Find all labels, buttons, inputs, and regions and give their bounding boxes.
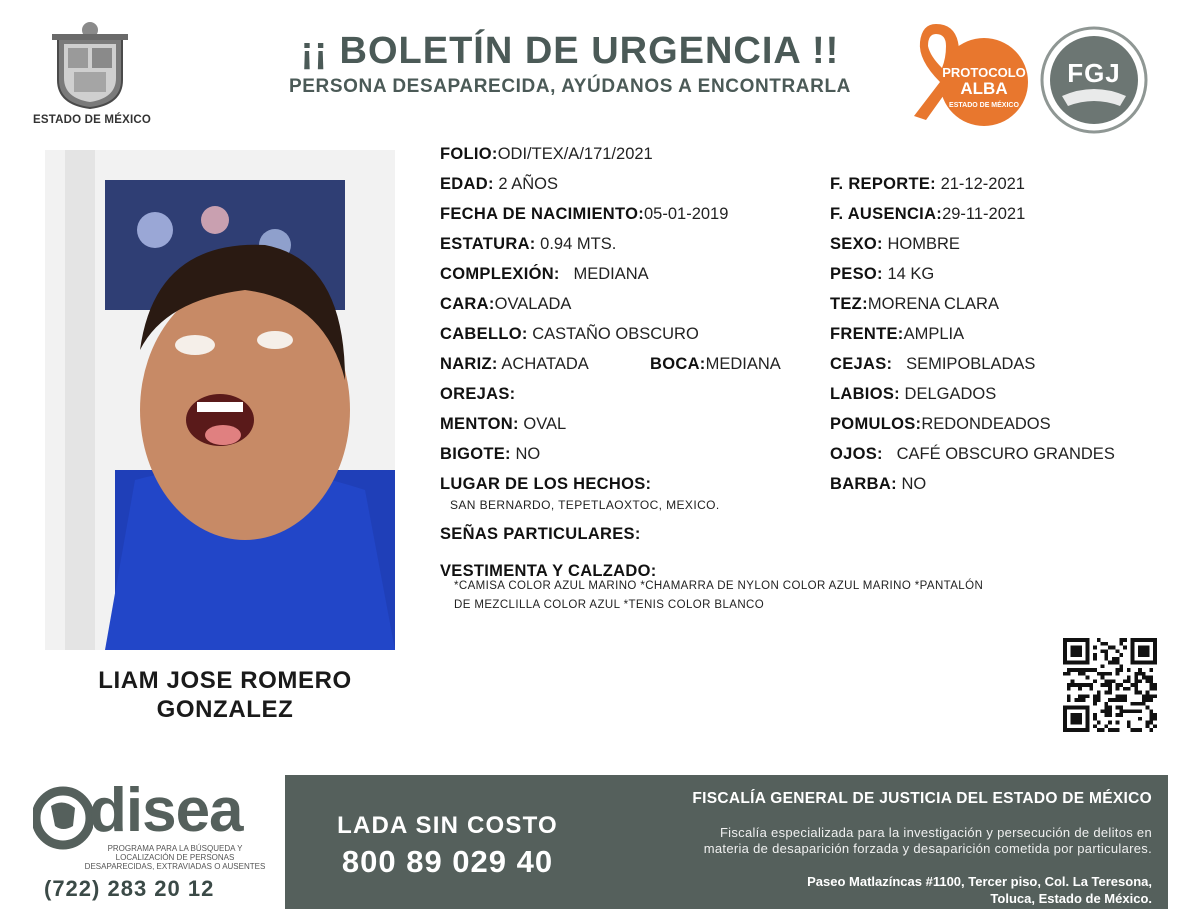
- field-barba: [830, 475, 926, 494]
- odisea-phone[interactable]: (722) 283 20 12: [44, 876, 215, 901]
- qr-code[interactable]: [1063, 638, 1157, 732]
- label-fecha-nacimiento: FECHA DE NACIMIENTO:: [440, 205, 644, 223]
- label-menton: MENTON:: [440, 415, 519, 433]
- label-folio: FOLIO:: [440, 145, 498, 163]
- fiscalia-description-line1: Fiscalía especializada para la investigación y persecución de delitos en: [719, 825, 1152, 840]
- value-fecha-nacimiento: 05-01-2019: [644, 205, 729, 223]
- field-orejas: [440, 385, 515, 404]
- fiscalia-description-line2: materia de desaparición forzada y desaparición cometida por particulares.: [703, 841, 1152, 856]
- alba-label-state: ESTADO DE MÉXICO: [949, 102, 1019, 109]
- field-labios: [830, 385, 996, 404]
- odisea-brand: disea: [89, 776, 243, 845]
- field-menton: [440, 415, 566, 434]
- label-senas: SEÑAS PARTICULARES:: [440, 525, 641, 543]
- field-sexo: [830, 235, 960, 254]
- label-sexo: SEXO:: [830, 235, 883, 253]
- label-ojos: OJOS:: [830, 445, 883, 463]
- field-edad: [440, 175, 558, 194]
- value-edad: 2 AÑOS: [498, 175, 558, 193]
- field-peso: [830, 265, 934, 284]
- label-vestimenta: VESTIMENTA Y CALZADO:: [440, 562, 657, 580]
- value-cabello: CASTAÑO OBSCURO: [532, 325, 699, 343]
- value-estatura: 0.94 MTS.: [540, 235, 617, 253]
- field-ojos: [830, 445, 1115, 464]
- label-peso: PESO:: [830, 265, 883, 283]
- field-complexion: [440, 265, 649, 284]
- fiscalia-address-line2: Toluca, Estado de México.: [990, 891, 1152, 906]
- label-pomulos: POMULOS:: [830, 415, 922, 433]
- odisea-map-pin-icon: [33, 786, 93, 850]
- estado-de-mexico-coat-of-arms-icon: [50, 20, 130, 110]
- field-estatura: [440, 235, 616, 254]
- field-lugar-label: [440, 475, 651, 494]
- value-vestimenta-line2: DE MEZCLILLA COLOR AZUL *TENIS COLOR BLANCO: [454, 599, 765, 611]
- fiscalia-address-line1: Paseo Matlazíncas #1100, Tercer piso, Col. La Teresona,: [807, 874, 1152, 889]
- value-labios: DELGADOS: [904, 385, 997, 403]
- field-pomulos: [830, 415, 1051, 434]
- fiscalia-address: [600, 873, 1152, 907]
- value-peso: 14 KG: [887, 265, 935, 283]
- value-cejas: SEMIPOBLADAS: [906, 355, 1036, 373]
- fgj-seal: [1040, 26, 1148, 134]
- value-vestimenta-line1: *CAMISA COLOR AZUL MARINO *CHAMARRA DE NYLON COLOR AZUL MARINO *PANTALÓN: [454, 580, 984, 592]
- fgj-label: FGJ: [1067, 58, 1121, 88]
- field-cejas: [830, 355, 1035, 374]
- field-tez: [830, 295, 999, 314]
- alba-label-alba: ALBA: [960, 79, 1008, 98]
- value-lugar: SAN BERNARDO, TEPETLAOXTOC, MEXICO.: [450, 498, 720, 512]
- bulletin-subtitle: PERSONA DESAPARECIDA, AYÚDANOS A ENCONTRARLA: [289, 76, 851, 97]
- value-sexo: HOMBRE: [887, 235, 960, 253]
- label-cara: CARA:: [440, 295, 495, 313]
- label-tez: TEZ:: [830, 295, 868, 313]
- toll-free-number[interactable]: 800 89 029 40: [341, 844, 554, 879]
- value-frente: AMPLIA: [903, 325, 965, 343]
- field-nariz: [440, 355, 589, 374]
- toll-free-label: LADA SIN COSTO: [337, 812, 558, 839]
- alba-label-protocolo: PROTOCOLO: [942, 65, 1026, 80]
- value-complexion: MEDIANA: [573, 265, 649, 283]
- field-fecha-nacimiento: [440, 205, 728, 224]
- bulletin-title: ¡¡ BOLETÍN DE URGENCIA !!: [300, 30, 840, 72]
- person-name-line2: GONZALEZ: [156, 696, 294, 723]
- value-ojos: CAFÉ OBSCURO GRANDES: [896, 445, 1115, 463]
- label-complexion: COMPLEXIÓN:: [440, 265, 560, 283]
- value-menton: OVAL: [523, 415, 567, 433]
- value-folio: ODI/TEX/A/171/2021: [497, 145, 653, 163]
- value-nariz: ACHATADA: [501, 355, 589, 373]
- label-estatura: ESTATURA:: [440, 235, 536, 253]
- value-pomulos: REDONDEADOS: [921, 415, 1051, 433]
- field-folio: [440, 145, 653, 164]
- label-lugar: LUGAR DE LOS HECHOS:: [440, 475, 652, 493]
- field-cara: [440, 295, 571, 314]
- label-f-reporte: F. REPORTE:: [830, 175, 936, 193]
- field-frente: [830, 325, 964, 344]
- label-labios: LABIOS:: [830, 385, 900, 403]
- fiscalia-description: [600, 825, 1152, 857]
- fiscalia-title: FISCALÍA GENERAL DE JUSTICIA DEL ESTADO DE MÉXICO: [692, 790, 1152, 807]
- label-f-ausencia: F. AUSENCIA:: [830, 205, 943, 223]
- field-cabello: [440, 325, 699, 344]
- field-f-reporte: [830, 175, 1025, 194]
- field-f-ausencia: [830, 205, 1025, 224]
- label-edad: EDAD:: [440, 175, 494, 193]
- missing-person-photo: [45, 150, 395, 650]
- label-orejas: OREJAS:: [440, 385, 516, 403]
- protocolo-alba-logo: [900, 20, 1032, 132]
- value-f-reporte: 21-12-2021: [940, 175, 1025, 193]
- value-cara: OVALADA: [494, 295, 572, 313]
- label-bigote: BIGOTE:: [440, 445, 511, 463]
- state-label: ESTADO DE MÉXICO: [33, 114, 151, 126]
- value-boca: MEDIANA: [705, 355, 781, 373]
- field-bigote: [440, 445, 540, 464]
- value-bigote: NO: [515, 445, 541, 463]
- label-cejas: CEJAS:: [830, 355, 893, 373]
- field-vestimenta-label: [440, 562, 657, 581]
- field-boca: [650, 355, 781, 374]
- label-cabello: CABELLO:: [440, 325, 528, 343]
- value-barba: NO: [901, 475, 927, 493]
- odisea-description: PROGRAMA PARA LA BÚSQUEDA Y LOCALIZACIÓN DE PERSONAS DESAPARECIDAS, EXTRAVIADAS O AUSENTES: [84, 844, 266, 871]
- label-frente: FRENTE:: [830, 325, 904, 343]
- value-tez: MORENA CLARA: [867, 295, 999, 313]
- label-nariz: NARIZ:: [440, 355, 498, 373]
- value-f-ausencia: 29-11-2021: [942, 205, 1026, 223]
- label-barba: BARBA:: [830, 475, 897, 493]
- person-name-line1: LIAM JOSE ROMERO: [98, 667, 352, 694]
- label-boca: BOCA:: [650, 355, 706, 373]
- person-name: [60, 666, 390, 724]
- field-senas: [440, 525, 641, 544]
